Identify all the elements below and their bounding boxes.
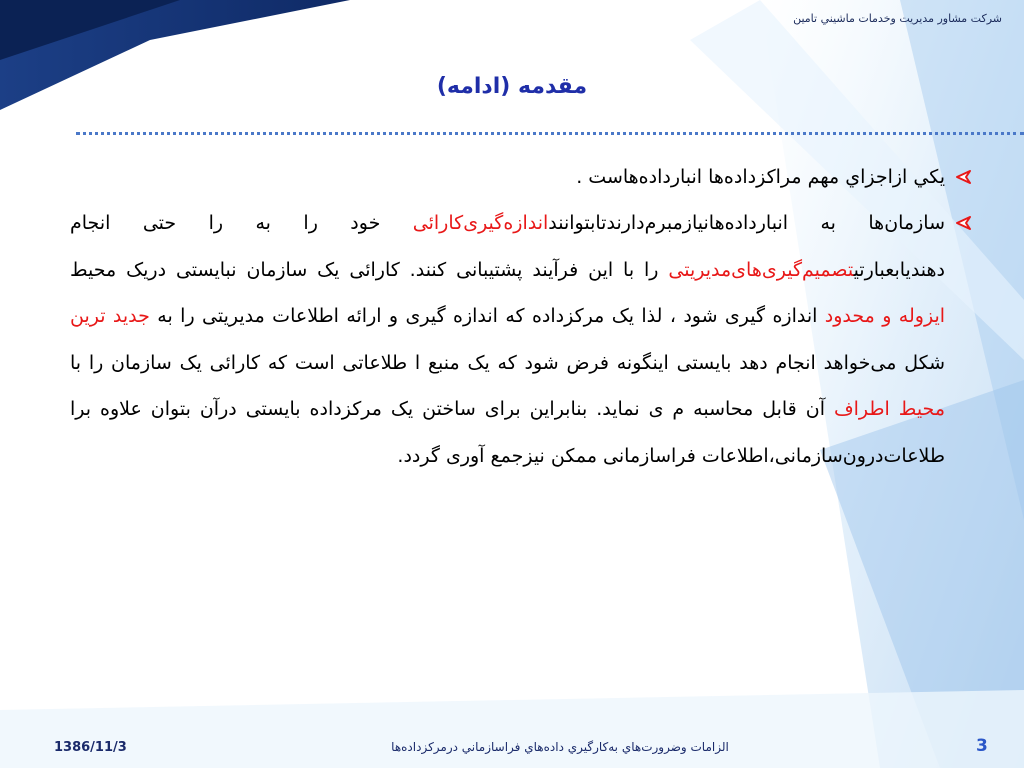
bullet-text: اندازه گیری شود ، لذا یک مرکزداده که اندازه گیری و ارائه اطلاعات مدیریتی را به [149, 305, 825, 327]
arrowhead-bullet-icon [953, 160, 973, 194]
bullet-text: را با این فرآیند پشتیبانی کنند. کارائی یک سازمان نبایستی دریک محیط [70, 258, 669, 281]
bullet-text: خود را به را حتی انجام دهندیابعبارتی [70, 212, 945, 281]
bullet-item [70, 200, 975, 479]
highlight-text: اندازه‌گیری‌کارائی [412, 212, 549, 234]
bullet-text: آن قابل محاسبه م ی نماید. بنابراین برای ساختن یک مرکزداده بایستی درآن بتوان علاوه برا طلاعات‌درون‌سازمانی،اطلاعات فراسازمانی ممکن نیزجمع آوری گردد. [70, 398, 945, 467]
company-name: شركت مشاور مديريت وخدمات ماشيني تامين [793, 12, 1002, 25]
bullet-text: سازمان‌ها به انبارداده‌هانیازمبرم‌دارندتابتوانند [548, 212, 945, 234]
bullet-item [70, 160, 975, 194]
highlight-text: محیط اطراف [833, 398, 945, 420]
highlight-text: ایزوله و محدود [824, 305, 946, 327]
footer-date: 1386/11/3 [54, 740, 127, 755]
highlight-text: تصمیم‌گیری‌های‌مدیریتی [668, 258, 854, 281]
slide-title: مقدمه (ادامه) [436, 74, 588, 99]
page-number: 3 [976, 736, 988, 756]
slide-body [70, 160, 975, 491]
arrowhead-bullet-icon [953, 206, 973, 240]
footer-title: الزامات وضرورت‌هاي به‌كارگيري داده‌هاي فراسازماني درمركزداده‌ها [391, 740, 729, 754]
highlight-text: جدید ترین [70, 305, 150, 327]
title-divider [76, 132, 1024, 135]
bullet-text: شکل می‌خواهد انجام دهد بایستی اینگونه فرض شود که یک منبع ا طلاعاتی است که کارائی یک سازمان را با [70, 351, 945, 374]
bullet-text: يكي ازاجزاي مهم مراكزداده‌ها انبارداده‌هاست . [576, 166, 945, 188]
